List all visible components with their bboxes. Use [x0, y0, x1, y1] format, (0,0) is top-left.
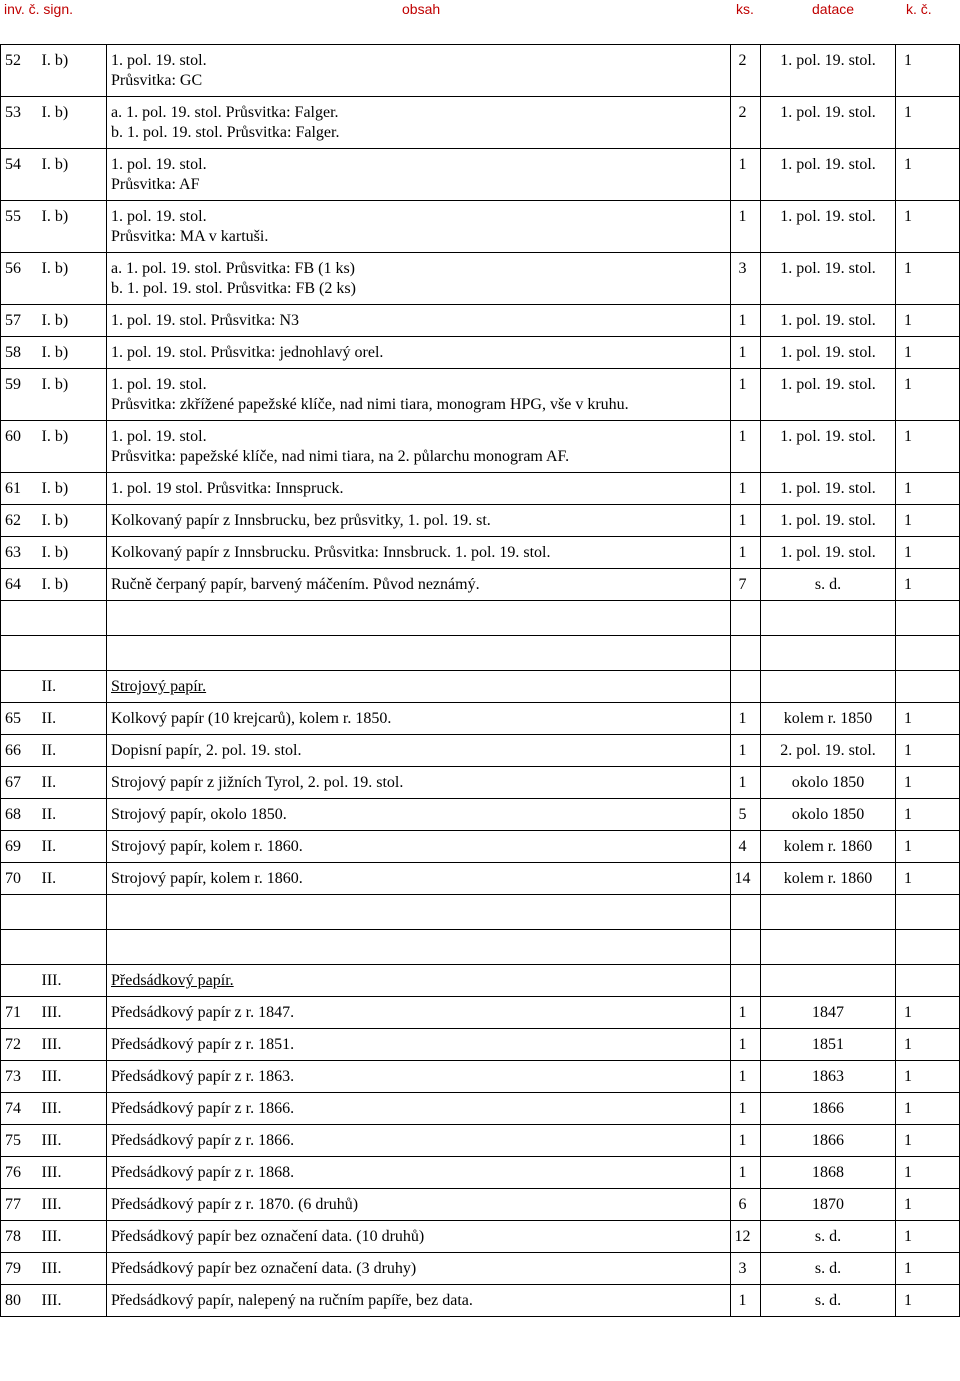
blank-cell	[107, 895, 731, 930]
table-row	[1, 473, 960, 505]
item-kc: 1	[896, 799, 960, 831]
item-sign: I. b)	[42, 421, 107, 473]
header-datace: datace	[812, 1, 855, 17]
item-number: 69	[1, 831, 42, 863]
item-number: 65	[1, 703, 42, 735]
item-ks: 1	[731, 1029, 761, 1061]
item-ks: 1	[731, 767, 761, 799]
item-kc: 1	[896, 473, 960, 505]
item-sign: I. b)	[42, 537, 107, 569]
item-ks: 1	[731, 505, 761, 537]
content-line: Kolkovaný papír z Innsbrucku, bez průsvitky, 1. pol. 19. st.	[111, 512, 491, 529]
content-line: 1. pol. 19. stol.	[111, 208, 207, 225]
item-content	[107, 473, 731, 505]
item-sign: III.	[42, 1125, 107, 1157]
content-line: b. 1. pol. 19. stol. Průsvitka: FB (2 ks)	[111, 280, 356, 297]
item-content	[107, 1221, 731, 1253]
item-number: 62	[1, 505, 42, 537]
section-sign: III.	[42, 965, 107, 997]
column-header	[0, 0, 960, 26]
item-content	[107, 1157, 731, 1189]
content-line: Průsvitka: papežské klíče, nad nimi tiara, na 2. půlarchu monogram AF.	[111, 448, 570, 465]
item-sign: I. b)	[42, 97, 107, 149]
item-sign: II.	[42, 703, 107, 735]
item-sign: I. b)	[42, 569, 107, 601]
item-kc: 1	[896, 305, 960, 337]
content-line: Předsádkový papír z r. 1847.	[111, 1004, 295, 1021]
item-sign: I. b)	[42, 201, 107, 253]
table-row	[1, 305, 960, 337]
item-ks: 1	[731, 1093, 761, 1125]
item-content	[107, 369, 731, 421]
blank-cell	[761, 895, 896, 930]
item-ks: 1	[731, 1157, 761, 1189]
item-kc: 1	[896, 537, 960, 569]
blank-cell	[761, 636, 896, 671]
item-ks: 1	[731, 1285, 761, 1317]
item-ks: 2	[731, 45, 761, 97]
item-kc: 1	[896, 1093, 960, 1125]
item-sign: III.	[42, 1221, 107, 1253]
content-line: Kolkovaný papír z Innsbrucku. Průsvitka: Innsbruck. 1. pol. 19. stol.	[111, 544, 551, 561]
item-number: 52	[1, 45, 42, 97]
item-sign: II.	[42, 863, 107, 895]
table-row	[1, 97, 960, 149]
table-row	[1, 997, 960, 1029]
content-line: Předsádkový papír z r. 1866.	[111, 1132, 295, 1149]
blank-cell	[42, 895, 107, 930]
content-line: Strojový papír, okolo 1850.	[111, 806, 287, 823]
item-datace: 1. pol. 19. stol.	[761, 201, 896, 253]
item-ks: 6	[731, 1189, 761, 1221]
item-content	[107, 703, 731, 735]
content-line: a. 1. pol. 19. stol. Průsvitka: FB (1 ks)	[111, 260, 356, 277]
item-datace: 1. pol. 19. stol.	[761, 305, 896, 337]
item-number: 53	[1, 97, 42, 149]
item-sign: I. b)	[42, 149, 107, 201]
content-line: Předsádkový papír z r. 1866.	[111, 1100, 295, 1117]
item-datace: s. d.	[761, 1285, 896, 1317]
header-kc: k. č.	[906, 1, 932, 17]
item-datace: 1. pol. 19. stol.	[761, 337, 896, 369]
item-kc: 1	[896, 569, 960, 601]
table-row	[1, 569, 960, 601]
blank-cell	[761, 601, 896, 636]
item-kc: 1	[896, 767, 960, 799]
item-datace	[761, 671, 896, 703]
item-content	[107, 1189, 731, 1221]
table-row	[1, 703, 960, 735]
item-ks: 5	[731, 799, 761, 831]
content-line: b. 1. pol. 19. stol. Průsvitka: Falger.	[111, 124, 340, 141]
blank-cell	[896, 636, 960, 671]
table-row	[1, 337, 960, 369]
item-ks: 1	[731, 421, 761, 473]
item-ks: 1	[731, 473, 761, 505]
item-ks: 3	[731, 1253, 761, 1285]
item-ks	[731, 671, 761, 703]
item-datace: kolem r. 1860	[761, 831, 896, 863]
table-row	[1, 1125, 960, 1157]
blank-cell	[1, 930, 42, 965]
item-datace: okolo 1850	[761, 767, 896, 799]
content-line: Předsádkový papír bez označení data. (10 druhů)	[111, 1228, 425, 1245]
table-row	[1, 799, 960, 831]
item-datace: kolem r. 1850	[761, 703, 896, 735]
table-row	[1, 1253, 960, 1285]
item-sign: II.	[42, 735, 107, 767]
item-sign: III.	[42, 1029, 107, 1061]
content-line: Průsvitka: AF	[111, 176, 200, 193]
content-line: Kolkový papír (10 krejcarů), kolem r. 1850.	[111, 710, 392, 727]
item-kc: 1	[896, 997, 960, 1029]
item-kc: 1	[896, 1253, 960, 1285]
section-title	[107, 965, 731, 997]
item-ks: 1	[731, 149, 761, 201]
item-kc: 1	[896, 1157, 960, 1189]
table-row	[1, 505, 960, 537]
item-kc: 1	[896, 831, 960, 863]
item-number: 78	[1, 1221, 42, 1253]
item-datace: 1870	[761, 1189, 896, 1221]
item-content	[107, 505, 731, 537]
content-line: Předsádkový papír bez označení data. (3 druhy)	[111, 1260, 417, 1277]
content-line: 1. pol. 19. stol. Průsvitka: N3	[111, 312, 300, 329]
item-sign: I. b)	[42, 305, 107, 337]
blank-cell	[1, 636, 42, 671]
item-datace: s. d.	[761, 569, 896, 601]
table-row	[1, 1285, 960, 1317]
table-row	[1, 767, 960, 799]
item-datace: kolem r. 1860	[761, 863, 896, 895]
content-line: 1. pol. 19. stol.	[111, 52, 207, 69]
item-number: 56	[1, 253, 42, 305]
section-row	[1, 965, 960, 997]
content-line: Průsvitka: MA v kartuši.	[111, 228, 269, 245]
item-datace: 1868	[761, 1157, 896, 1189]
item-content	[107, 1253, 731, 1285]
item-ks: 1	[731, 337, 761, 369]
content-line: 1. pol. 19. stol.	[111, 428, 207, 445]
section-title	[107, 671, 731, 703]
item-kc: 1	[896, 735, 960, 767]
table-row	[1, 1029, 960, 1061]
item-kc: 1	[896, 1221, 960, 1253]
item-datace: 1. pol. 19. stol.	[761, 149, 896, 201]
blank-cell	[896, 601, 960, 636]
table-row	[1, 1093, 960, 1125]
item-ks: 1	[731, 1061, 761, 1093]
item-sign: I. b)	[42, 337, 107, 369]
table-row	[1, 421, 960, 473]
table-row	[1, 537, 960, 569]
item-content	[107, 537, 731, 569]
item-datace: 1. pol. 19. stol.	[761, 537, 896, 569]
item-ks: 2	[731, 97, 761, 149]
item-content	[107, 1093, 731, 1125]
blank-cell	[42, 636, 107, 671]
table-row	[1, 369, 960, 421]
content-line: Dopisní papír, 2. pol. 19. stol.	[111, 742, 302, 759]
item-datace: s. d.	[761, 1221, 896, 1253]
item-number: 66	[1, 735, 42, 767]
table-row	[1, 1221, 960, 1253]
item-kc: 1	[896, 505, 960, 537]
item-number: 75	[1, 1125, 42, 1157]
content-line: Průsvitka: zkřížené papežské klíče, nad nimi tiara, monogram HPG, vše v kruhu.	[111, 396, 629, 413]
blank-cell	[1, 895, 42, 930]
item-ks: 1	[731, 997, 761, 1029]
item-content	[107, 831, 731, 863]
item-kc: 1	[896, 1061, 960, 1093]
content-line: Předsádkový papír z r. 1870. (6 druhů)	[111, 1196, 359, 1213]
item-datace: 1. pol. 19. stol.	[761, 253, 896, 305]
item-number: 67	[1, 767, 42, 799]
item-content	[107, 799, 731, 831]
blank-cell	[1, 601, 42, 636]
item-kc: 1	[896, 201, 960, 253]
item-datace: 1866	[761, 1093, 896, 1125]
item-number	[1, 671, 42, 703]
item-sign: I. b)	[42, 473, 107, 505]
item-ks: 7	[731, 569, 761, 601]
item-kc: 1	[896, 1029, 960, 1061]
item-number: 76	[1, 1157, 42, 1189]
item-content	[107, 863, 731, 895]
table-row	[1, 253, 960, 305]
item-kc: 1	[896, 253, 960, 305]
header-inv-sign: inv. č. sign.	[4, 1, 73, 17]
content-line: Předsádkový papír, nalepený na ručním papíře, bez data.	[111, 1292, 473, 1309]
item-ks: 1	[731, 1125, 761, 1157]
item-content	[107, 421, 731, 473]
item-number: 73	[1, 1061, 42, 1093]
item-content	[107, 253, 731, 305]
blank-cell	[896, 930, 960, 965]
item-content	[107, 337, 731, 369]
header-obsah: obsah	[402, 1, 441, 17]
item-number: 71	[1, 997, 42, 1029]
content-line: Předsádkový papír z r. 1851.	[111, 1036, 295, 1053]
item-number: 54	[1, 149, 42, 201]
content-line: 1. pol. 19. stol. Průsvitka: jednohlavý orel.	[111, 344, 384, 361]
blank-cell	[896, 895, 960, 930]
blank-row	[1, 930, 960, 965]
content-line: 1. pol. 19. stol.	[111, 376, 207, 393]
blank-cell	[731, 636, 761, 671]
item-content	[107, 1285, 731, 1317]
item-kc: 1	[896, 337, 960, 369]
blank-cell	[107, 930, 731, 965]
header-ks: ks.	[736, 1, 754, 17]
item-datace: 1847	[761, 997, 896, 1029]
item-content	[107, 97, 731, 149]
item-kc: 1	[896, 863, 960, 895]
section-row	[1, 671, 960, 703]
item-content	[107, 201, 731, 253]
item-ks: 4	[731, 831, 761, 863]
item-ks	[731, 965, 761, 997]
table-row	[1, 201, 960, 253]
item-number: 57	[1, 305, 42, 337]
blank-cell	[107, 601, 731, 636]
content-line: 1. pol. 19. stol.	[111, 156, 207, 173]
item-kc: 1	[896, 369, 960, 421]
table-row	[1, 45, 960, 97]
table-row	[1, 1157, 960, 1189]
item-content	[107, 45, 731, 97]
section-title-text: Předsádkový papír.	[111, 972, 234, 989]
item-kc: 1	[896, 1125, 960, 1157]
content-line: 1. pol. 19 stol. Průsvitka: Innspruck.	[111, 480, 344, 497]
blank-cell	[731, 601, 761, 636]
content-line: a. 1. pol. 19. stol. Průsvitka: Falger.	[111, 104, 339, 121]
item-sign: III.	[42, 1061, 107, 1093]
table-row	[1, 863, 960, 895]
item-sign: II.	[42, 799, 107, 831]
blank-cell	[731, 895, 761, 930]
item-kc: 1	[896, 1285, 960, 1317]
item-number: 60	[1, 421, 42, 473]
item-datace: 1866	[761, 1125, 896, 1157]
item-content	[107, 305, 731, 337]
item-datace: 1. pol. 19. stol.	[761, 421, 896, 473]
item-content	[107, 735, 731, 767]
item-content	[107, 149, 731, 201]
blank-cell	[107, 636, 731, 671]
item-number: 77	[1, 1189, 42, 1221]
table-row	[1, 831, 960, 863]
item-datace: s. d.	[761, 1253, 896, 1285]
item-number: 74	[1, 1093, 42, 1125]
item-ks: 1	[731, 369, 761, 421]
item-content	[107, 997, 731, 1029]
item-kc: 1	[896, 45, 960, 97]
item-sign: III.	[42, 997, 107, 1029]
item-number: 68	[1, 799, 42, 831]
table-row	[1, 735, 960, 767]
item-datace: 1. pol. 19. stol.	[761, 97, 896, 149]
content-line: Strojový papír, kolem r. 1860.	[111, 870, 303, 887]
table-row	[1, 1061, 960, 1093]
blank-cell	[731, 930, 761, 965]
item-number: 59	[1, 369, 42, 421]
content-line: Průsvitka: GC	[111, 72, 203, 89]
item-number: 58	[1, 337, 42, 369]
item-sign: III.	[42, 1189, 107, 1221]
item-number: 72	[1, 1029, 42, 1061]
item-sign: I. b)	[42, 505, 107, 537]
item-ks: 12	[731, 1221, 761, 1253]
blank-row	[1, 601, 960, 636]
item-kc: 1	[896, 149, 960, 201]
item-kc: 1	[896, 421, 960, 473]
item-content	[107, 767, 731, 799]
item-datace: 1. pol. 19. stol.	[761, 505, 896, 537]
item-content	[107, 569, 731, 601]
item-datace: okolo 1850	[761, 799, 896, 831]
content-line: Ručně čerpaný papír, barvený máčením. Původ neznámý.	[111, 576, 480, 593]
item-ks: 14	[731, 863, 761, 895]
item-datace: 2. pol. 19. stol.	[761, 735, 896, 767]
blank-row	[1, 895, 960, 930]
item-ks: 1	[731, 305, 761, 337]
item-sign: III.	[42, 1157, 107, 1189]
item-ks: 3	[731, 253, 761, 305]
inventory-table	[0, 44, 960, 1317]
item-kc	[896, 671, 960, 703]
item-number: 80	[1, 1285, 42, 1317]
item-datace: 1. pol. 19. stol.	[761, 473, 896, 505]
item-number: 79	[1, 1253, 42, 1285]
blank-cell	[761, 930, 896, 965]
item-number: 70	[1, 863, 42, 895]
content-line: Předsádkový papír z r. 1863.	[111, 1068, 295, 1085]
blank-row	[1, 636, 960, 671]
item-kc	[896, 965, 960, 997]
section-title-text: Strojový papír.	[111, 678, 207, 695]
item-kc: 1	[896, 1189, 960, 1221]
item-number: 61	[1, 473, 42, 505]
section-sign: II.	[42, 671, 107, 703]
item-content	[107, 1029, 731, 1061]
item-sign: II.	[42, 831, 107, 863]
item-sign: III.	[42, 1093, 107, 1125]
item-datace: 1863	[761, 1061, 896, 1093]
blank-cell	[42, 930, 107, 965]
item-sign: I. b)	[42, 369, 107, 421]
item-sign: I. b)	[42, 253, 107, 305]
item-sign: III.	[42, 1285, 107, 1317]
item-datace: 1851	[761, 1029, 896, 1061]
item-content	[107, 1061, 731, 1093]
blank-cell	[42, 601, 107, 636]
item-ks: 1	[731, 703, 761, 735]
content-line: Strojový papír, kolem r. 1860.	[111, 838, 303, 855]
item-ks: 1	[731, 201, 761, 253]
item-datace	[761, 965, 896, 997]
item-sign: III.	[42, 1253, 107, 1285]
item-datace: 1. pol. 19. stol.	[761, 45, 896, 97]
item-kc: 1	[896, 97, 960, 149]
item-ks: 1	[731, 735, 761, 767]
content-line: Strojový papír z jižních Tyrol, 2. pol. 19. stol.	[111, 774, 404, 791]
item-ks: 1	[731, 537, 761, 569]
table-row	[1, 1189, 960, 1221]
item-sign: II.	[42, 767, 107, 799]
item-number: 64	[1, 569, 42, 601]
item-number: 55	[1, 201, 42, 253]
item-datace: 1. pol. 19. stol.	[761, 369, 896, 421]
table-row	[1, 149, 960, 201]
content-line: Předsádkový papír z r. 1868.	[111, 1164, 295, 1181]
item-kc: 1	[896, 703, 960, 735]
item-sign: I. b)	[42, 45, 107, 97]
item-number: 63	[1, 537, 42, 569]
inventory-table-body	[1, 45, 960, 1317]
item-number	[1, 965, 42, 997]
item-content	[107, 1125, 731, 1157]
